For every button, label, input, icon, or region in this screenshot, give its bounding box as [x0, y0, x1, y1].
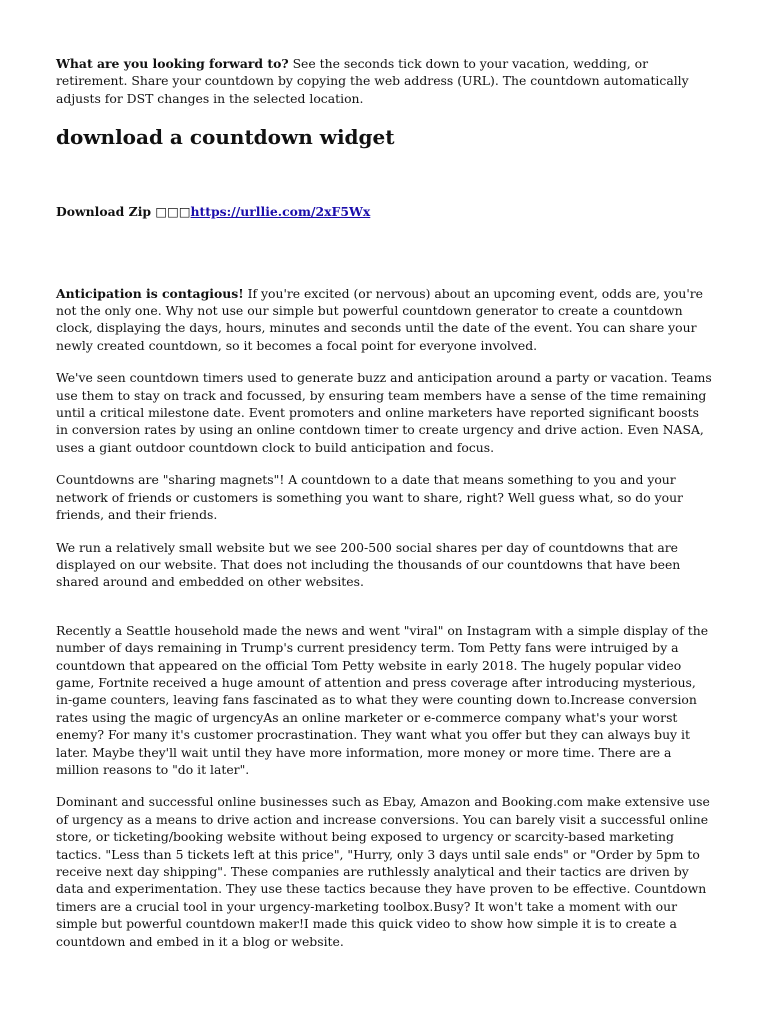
- intro-paragraph: [56, 55, 714, 107]
- paragraph-viral: Recently a Seattle household made the news and went "viral" on Instagram with a simple display of the number of days remaining in Trump's current presidency term. Tom Petty fans were intruiged by a countdown that appeared on the official Tom Petty website in early 2018. The hugely popular video game, Fortnite received a huge amount of attention and press coverage after introducing mysterious, in-game counters, leaving fans fascinated as to what they were counting down to.Increase conversion rates using the magic of urgencyAs an online marketer or e-commerce company what's your worst enemy? For many it's customer procrastination. They want what you offer but they can always buy it later. Maybe they'll wait until they have more information, more money or more time. There are a million reasons to "do it later".: [56, 622, 709, 777]
- intro-text: See the seconds tick down to your vacation, wedding, or retirement. Share your countdown by copying the web address (URL). The countdown automatically adjusts for DST changes in the selected location.: [56, 56, 689, 106]
- intro-lead: What are you looking forward to?: [56, 56, 289, 71]
- paragraph-sharing: Countdowns are "sharing magnets"! A countdown to a date that means something to you and your network of friends or customers is something you want to share, right? Well guess what, so do your friends, and their friends.: [56, 472, 683, 523]
- download-link[interactable]: https://urllie.com/2xF5Wx: [190, 204, 371, 220]
- download-line: [56, 203, 714, 220]
- paragraph-anticipation: [56, 285, 714, 355]
- download-label: Download Zip: [56, 204, 156, 220]
- paragraph-anticipation-text: If you're excited (or nervous) about an upcoming event, odds are, you're not the only one. Why not use our simple but powerful countdown generator to create a countdown clock, displaying the days, hours, minutes and seconds until the date of the event. You can share your newly created countdown, so it becomes a focal point for everyone involved.: [56, 285, 704, 353]
- paragraph-timers: We've seen countdown timers used to generate buzz and anticipation around a party or vacation. Teams use them to stay on track and focussed, by ensuring team members have a sense of the time remaining until a critical milestone date. Event promoters and online marketers have reported significant boosts in conversion rates by using an online contdown timer to create urgency and drive action. Even NASA, uses a giant outdoor countdown clock to build anticipation and focus.: [56, 370, 712, 455]
- arrow-glyphs: □□□: [155, 204, 191, 220]
- paragraph-urgency: Dominant and successful online businesses such as Ebay, Amazon and Booking.com make extensive use of urgency as a means to drive action and increase conversions. You can barely visit a successful online store, or ticketing/booking website without being exposed to urgency or scarcity-based marketing tactics. "Less than 5 tickets left at this price", "Hurry, only 3 days until sale ends" or "Order by 5pm to receive next day shipping". These companies are ruthlessly analytical and their tactics are driven by data and experimentation. They use these tactics because they have proven to be effective. Countdown timers are a crucial tool in your urgency-marketing toolbox.Busy? It won't take a moment with our simple but powerful countdown maker!I made this quick video to show how simple it is to create a countdown and embed in it a blog or website.: [56, 794, 710, 949]
- paragraph-anticipation-lead: Anticipation is contagious!: [56, 285, 244, 301]
- page-heading: download a countdown widget: [56, 125, 395, 150]
- paragraph-website: We run a relatively small website but we see 200-500 social shares per day of countdowns that are displayed on our website. That does not including the thousands of our countdowns that have been shared around and embedded on other websites.: [56, 539, 681, 590]
